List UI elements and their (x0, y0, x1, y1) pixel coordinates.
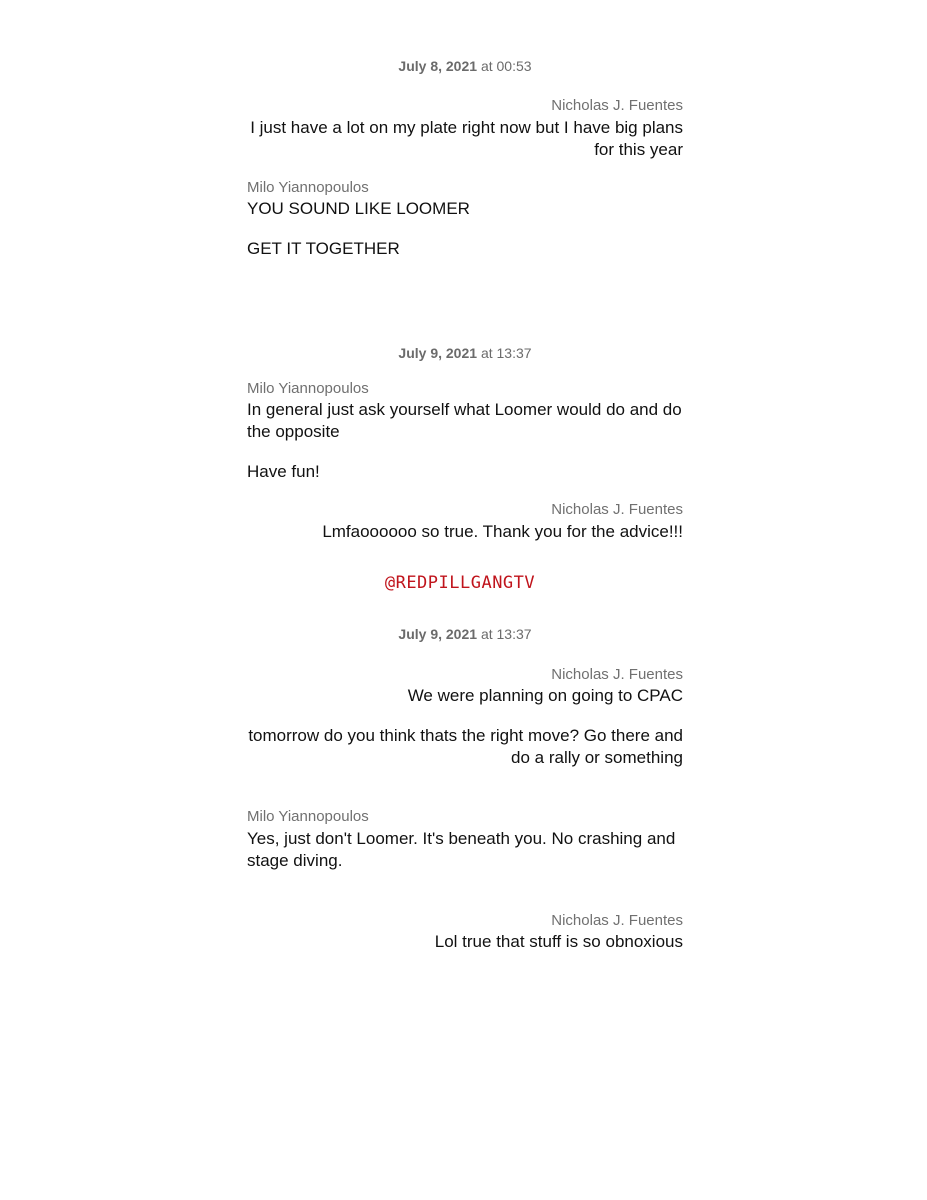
message-text: Have fun! (247, 462, 320, 481)
time: 13:37 (496, 345, 532, 361)
message-text: tomorrow do you think thats the right move? Go there and do a rally or something (248, 726, 683, 767)
time: 13:37 (496, 626, 532, 642)
message-text: Yes, just don't Loomer. It's beneath you. No crashing and stage diving. (247, 829, 676, 870)
sender-name: Milo Yiannopoulos (247, 179, 369, 196)
date: July 9, 2021 (398, 345, 478, 361)
at: at (480, 626, 493, 642)
message-text: Lmfaoooooo so true. Thank you for the advice!!! (322, 522, 683, 541)
sender-name: Nicholas J. Fuentes (551, 912, 683, 929)
sender-name: Nicholas J. Fuentes (551, 501, 683, 518)
date-header (247, 625, 683, 643)
at: at (480, 345, 493, 361)
date-header (247, 344, 683, 362)
at: at (480, 58, 493, 74)
sender-name: Nicholas J. Fuentes (551, 666, 683, 683)
date: July 9, 2021 (398, 626, 478, 642)
message-text: I just have a lot on my plate right now but I have big plans for this year (250, 118, 683, 159)
message-text: In general just ask yourself what Loomer would do and do the opposite (247, 400, 682, 441)
message-text: YOU SOUND LIKE LOOMER (247, 199, 470, 218)
date: July 8, 2021 (398, 58, 478, 74)
watermark: @REDPILLGANGTV (384, 573, 536, 593)
date-header (247, 57, 683, 75)
sender-name: Milo Yiannopoulos (247, 380, 369, 397)
message-text: GET IT TOGETHER (247, 239, 400, 258)
message-text: Lol true that stuff is so obnoxious (434, 932, 683, 951)
sender-name: Nicholas J. Fuentes (551, 97, 683, 114)
time: 00:53 (496, 58, 532, 74)
sender-name: Milo Yiannopoulos (247, 808, 369, 825)
message-text: We were planning on going to CPAC (407, 686, 683, 705)
